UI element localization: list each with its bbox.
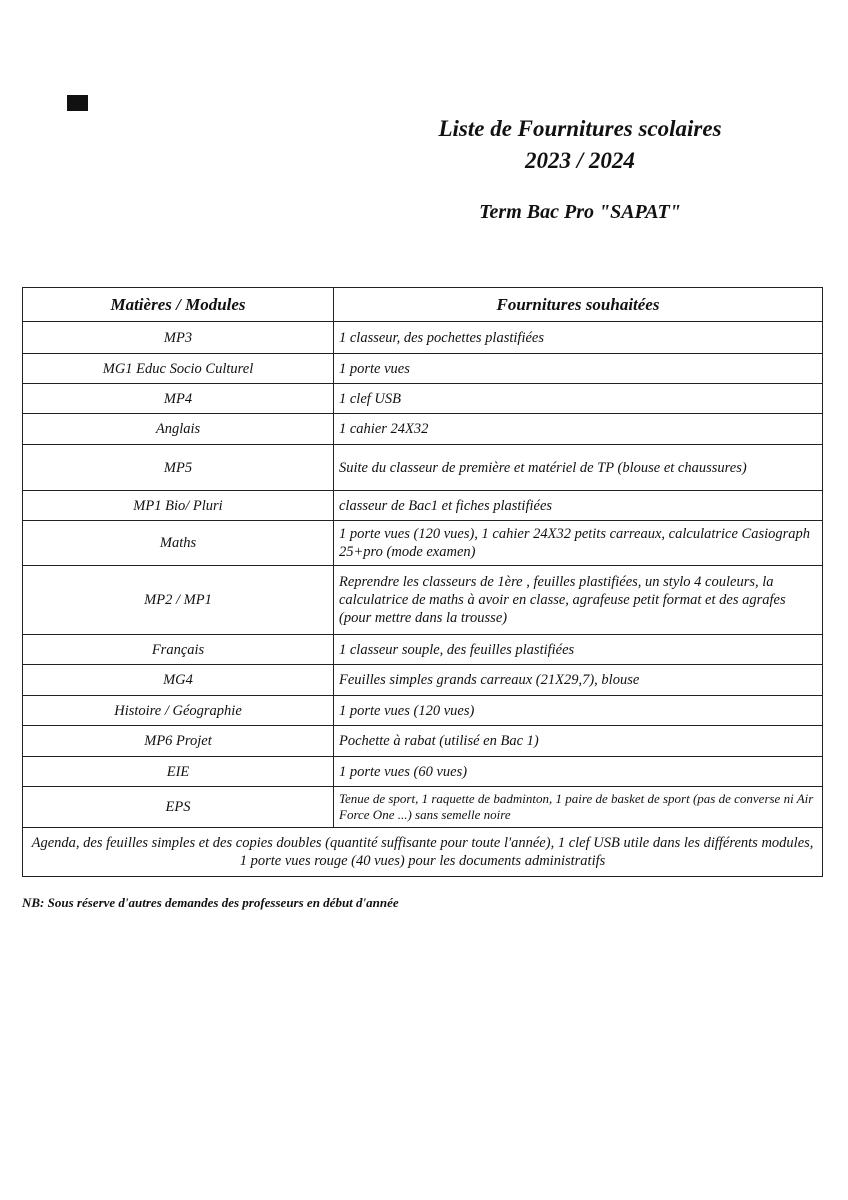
table-row (23, 354, 823, 384)
subject-cell: MP2 / MP1 (23, 566, 334, 635)
subject-cell: EPS (23, 787, 334, 828)
table-row (23, 491, 823, 521)
subject-cell: MG4 (23, 665, 334, 696)
subject-cell: MP3 (23, 322, 334, 354)
supplies-cell: Suite du classeur de première et matériel de TP (blouse et chaussures) (334, 445, 823, 491)
supplies-cell: Tenue de sport, 1 raquette de badminton, 1 paire de basket de sport (pas de converse ni Air Force One ...) sans semelle noire (334, 787, 823, 828)
table-row (23, 696, 823, 726)
supplies-table (22, 287, 823, 877)
corner-mark (67, 95, 88, 111)
subject-cell: MP6 Projet (23, 726, 334, 757)
subject-cell: MG1 Educ Socio Culturel (23, 354, 334, 384)
class-name: Term Bac Pro "SAPAT" (479, 201, 681, 223)
supplies-cell: Feuilles simples grands carreaux (21X29,7), blouse (334, 665, 823, 696)
table-row (23, 521, 823, 566)
supplies-cell: Reprendre les classeurs de 1ère , feuilles plastifiées, un stylo 4 couleurs, la calculatrice de maths à avoir en classe, agrafeuse petit format et des agrafes (pour mettre dans la trousse) (334, 566, 823, 635)
supplies-cell: Pochette à rabat (utilisé en Bac 1) (334, 726, 823, 757)
subject-cell: MP5 (23, 445, 334, 491)
subject-cell: MP1 Bio/ Pluri (23, 491, 334, 521)
subject-cell: EIE (23, 757, 334, 787)
supplies-cell: classeur de Bac1 et fiches plastifiées (334, 491, 823, 521)
table-row (23, 757, 823, 787)
supplies-cell: 1 porte vues (60 vues) (334, 757, 823, 787)
table-row (23, 635, 823, 665)
table-row (23, 384, 823, 414)
table-row (23, 726, 823, 757)
supplies-cell: 1 porte vues (334, 354, 823, 384)
subject-cell: Histoire / Géographie (23, 696, 334, 726)
subject-cell: MP4 (23, 384, 334, 414)
table-header-row (23, 288, 823, 322)
subject-cell: Anglais (23, 414, 334, 445)
subject-cell: Français (23, 635, 334, 665)
supplies-cell: 1 porte vues (120 vues) (334, 696, 823, 726)
supplies-cell: 1 cahier 24X32 (334, 414, 823, 445)
subject-cell: Maths (23, 521, 334, 566)
table-row (23, 665, 823, 696)
general-supplies-note: Agenda, des feuilles simples et des copies doubles (quantité suffisante pour toute l'année), 1 clef USB utile dans les différents modules, 1 porte vues rouge (40 vues) pour les documents administratifs (23, 828, 823, 877)
supplies-cell: 1 classeur, des pochettes plastifiées (334, 322, 823, 354)
header-supplies: Fournitures souhaitées (334, 288, 823, 322)
supplies-cell: 1 classeur souple, des feuilles plastifiées (334, 635, 823, 665)
nb-note: NB: Sous réserve d'autres demandes des professeurs en début d'année (22, 895, 399, 910)
table-row (23, 445, 823, 491)
header-subjects: Matières / Modules (23, 288, 334, 322)
table-row (23, 566, 823, 635)
document-title: Liste de Fournitures scolaires (438, 116, 722, 141)
table-row (23, 414, 823, 445)
table-row (23, 787, 823, 828)
table-footer-row (23, 828, 823, 877)
table-row (23, 322, 823, 354)
supplies-cell: 1 clef USB (334, 384, 823, 414)
supplies-cell: 1 porte vues (120 vues), 1 cahier 24X32 petits carreaux, calculatrice Casiograph 25+pro (mode examen) (334, 521, 823, 566)
school-year: 2023 / 2024 (525, 148, 635, 173)
